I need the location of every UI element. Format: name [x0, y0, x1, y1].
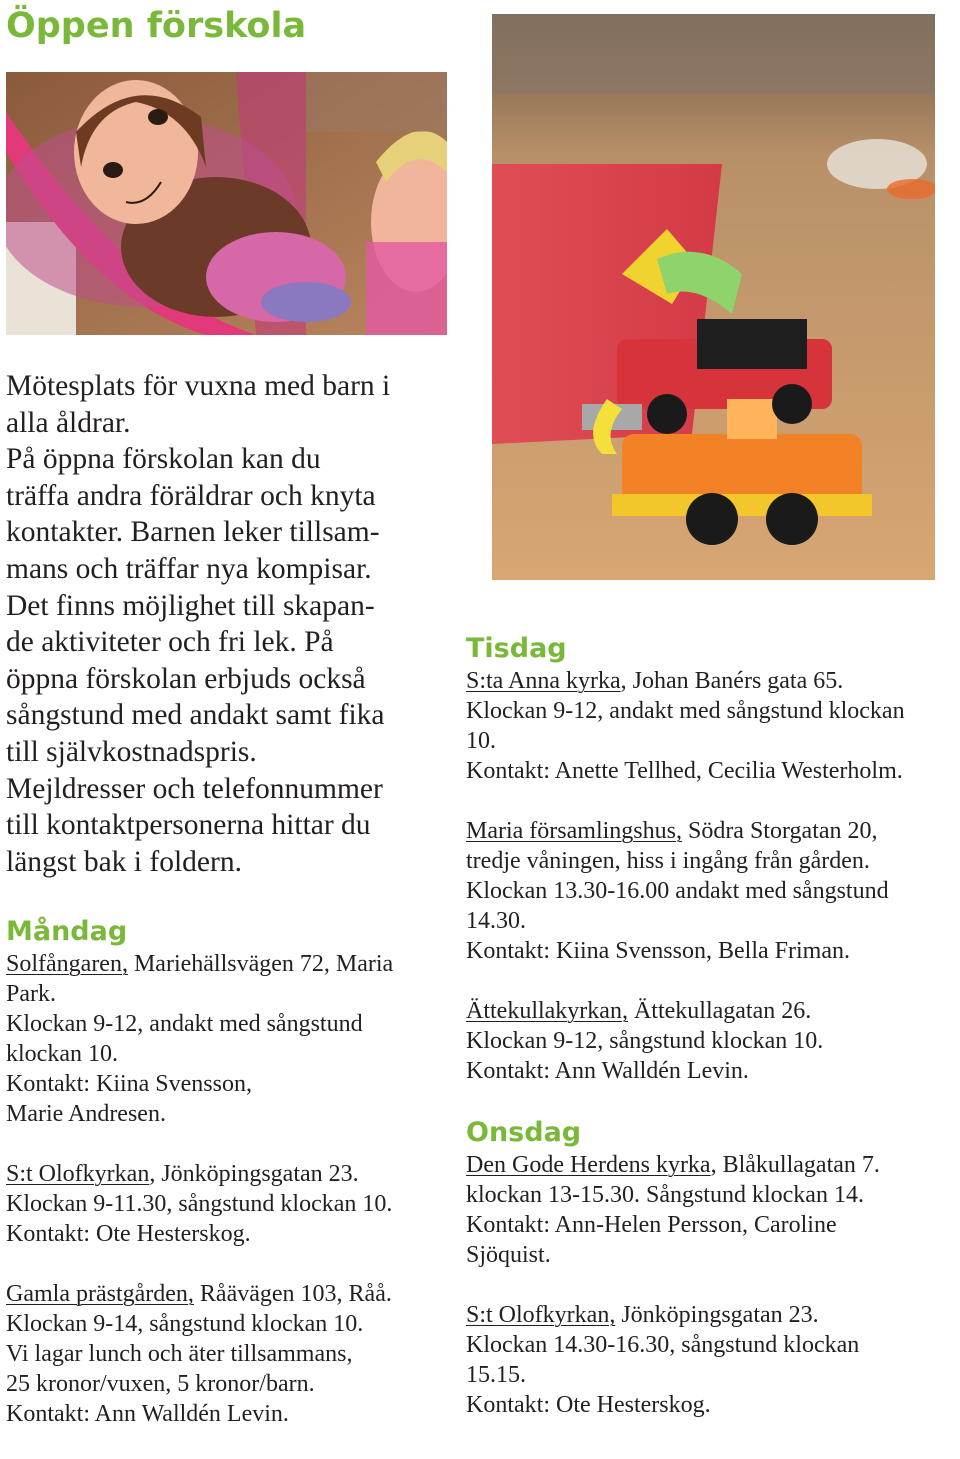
venue-entry	[6, 1159, 456, 1249]
tuesday-wednesday-section	[466, 632, 960, 1450]
venue-entry	[466, 816, 960, 966]
venue-address: , Jönköpingsgatan 23.	[149, 1161, 359, 1187]
entry-line: Klockan 9-12, sångstund klockan 10.	[466, 1028, 824, 1054]
venue-entry	[6, 949, 456, 1129]
entry-line: Klockan 9-12, andakt med sångstund klockan	[466, 698, 905, 724]
entry-line: Klockan 14.30-16.30, sångstund klockan	[466, 1332, 860, 1358]
entry-line: klockan 10.	[6, 1041, 118, 1067]
page-title: Öppen förskola	[6, 6, 307, 46]
entry-line: Marie Andresen.	[6, 1101, 166, 1127]
venue-link[interactable]: Solfångaren,	[6, 951, 128, 977]
monday-section	[6, 915, 456, 1459]
intro-line: Mejldresser och telefonnummer	[6, 772, 383, 805]
venue-link[interactable]: Maria församlingshus,	[466, 818, 682, 844]
entry-line: 14.30.	[466, 908, 526, 934]
venue-address: Råävägen 103, Råå.	[193, 1281, 392, 1307]
venue-address: Jönköpingsgatan 23.	[615, 1302, 819, 1328]
intro-line: På öppna förskolan kan du	[6, 443, 321, 476]
venue-link[interactable]: S:ta Anna kyrka	[466, 668, 621, 694]
entry-line: Kontakt: Ann Walldén Levin.	[466, 1058, 749, 1084]
entry-line: Sjöquist.	[466, 1242, 551, 1268]
day-heading-monday: Måndag	[6, 916, 128, 947]
entry-line: Klockan 9-14, sångstund klockan 10.	[6, 1311, 364, 1337]
intro-line: Det finns möjlighet till skapan-	[6, 589, 375, 622]
entry-line: Klockan 9-12, andakt med sångstund	[6, 1011, 363, 1037]
venue-address: , Blåkullagatan 7.	[710, 1152, 880, 1178]
intro-line: till kontaktpersonerna hittar du	[6, 809, 371, 842]
venue-address: Ättekullagatan 26.	[627, 998, 812, 1024]
entry-line: Kontakt: Ote Hesterskog.	[466, 1392, 711, 1418]
entry-line: Klockan 13.30-16.00 andakt med sångstund	[466, 878, 889, 904]
intro-line: till självkostnadspris.	[6, 735, 257, 768]
intro-line: längst bak i foldern.	[6, 845, 242, 878]
entry-line: 10.	[466, 728, 496, 754]
venue-entry	[466, 666, 960, 786]
intro-line: öppna förskolan erbjuds också	[6, 662, 366, 695]
venue-address: Mariehällsvägen 72, Maria	[127, 951, 394, 977]
entry-line: Kontakt: Ote Hesterskog.	[6, 1221, 251, 1247]
intro-line: sångstund med andakt samt fika	[6, 699, 385, 732]
venue-link[interactable]: Den Gode Herdens kyrka	[466, 1152, 711, 1178]
intro-line: kontakter. Barnen leker tillsam-	[6, 516, 380, 549]
entry-line: Vi lagar lunch och äter tillsammans,	[6, 1341, 353, 1367]
entry-line: Park.	[6, 981, 56, 1007]
venue-link[interactable]: Gamla prästgården,	[6, 1281, 194, 1307]
entry-line: tredje våningen, hiss i ingång från gården.	[466, 848, 870, 874]
day-heading-tuesday: Tisdag	[466, 633, 567, 664]
venue-link[interactable]: Ättekullakyrkan,	[466, 998, 628, 1024]
intro-line: de aktiviteter och fri lek. På	[6, 626, 334, 659]
entry-line: Kontakt: Kiina Svensson, Bella Friman.	[466, 938, 850, 964]
venue-entry	[466, 1300, 960, 1420]
day-heading-wednesday: Onsdag	[466, 1117, 582, 1148]
entry-line: 15.15.	[466, 1362, 526, 1388]
venue-entry	[466, 1150, 960, 1270]
entry-line: Kontakt: Anette Tellhed, Cecilia Westerholm.	[466, 758, 903, 784]
venue-entry	[6, 1279, 456, 1429]
intro-line: alla åldrar.	[6, 406, 131, 439]
entry-line: Klockan 9-11.30, sångstund klockan 10.	[6, 1191, 393, 1217]
photo-dolls-in-pram	[6, 72, 447, 335]
entry-line: Kontakt: Kiina Svensson,	[6, 1071, 252, 1097]
entry-line: 25 kronor/vuxen, 5 kronor/barn.	[6, 1371, 315, 1397]
intro-line: träffa andra föräldrar och knyta	[6, 479, 376, 512]
venue-address: Södra Storgatan 20,	[681, 818, 878, 844]
venue-link[interactable]: S:t Olofkyrkan	[6, 1161, 150, 1187]
photo-toy-cars-on-floor	[492, 14, 935, 580]
entry-line: klockan 13-15.30. Sångstund klockan 14.	[466, 1182, 864, 1208]
venue-address: , Johan Banérs gata 65.	[620, 668, 844, 694]
intro-line: mans och träffar nya kompisar.	[6, 552, 372, 585]
intro-line: Mötesplats för vuxna med barn i	[6, 370, 391, 402]
entry-line: Kontakt: Ann Walldén Levin.	[6, 1401, 289, 1427]
venue-entry	[466, 996, 960, 1086]
intro-text	[6, 368, 456, 880]
venue-link[interactable]: S:t Olofkyrkan,	[466, 1302, 616, 1328]
entry-line: Kontakt: Ann-Helen Persson, Caroline	[466, 1212, 837, 1238]
